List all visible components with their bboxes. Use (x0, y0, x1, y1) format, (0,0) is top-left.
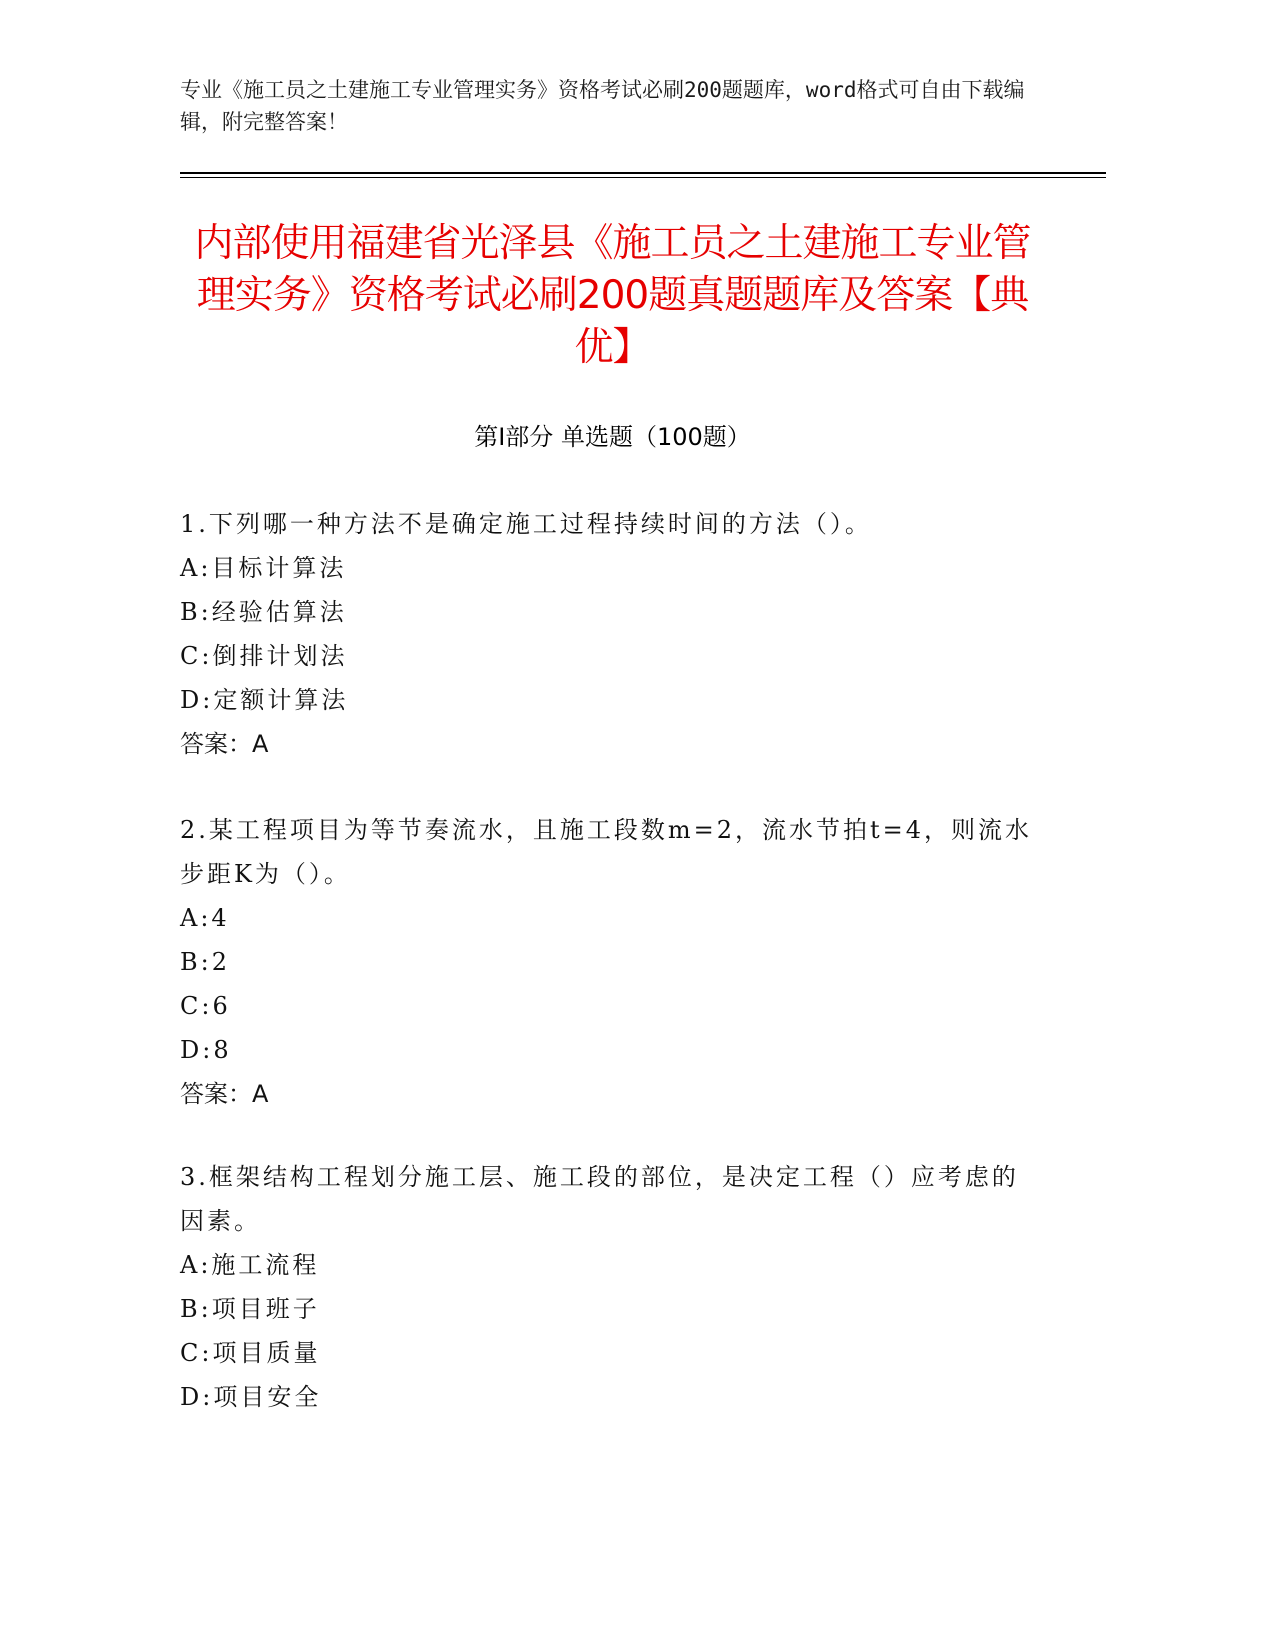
option-b: B:经验估算法 (180, 598, 347, 626)
section-heading: 第Ⅰ部分 单选题（100题） (474, 423, 751, 451)
option-a: A:4 (180, 904, 230, 932)
question-stem: 1.下列哪一种方法不是确定施工过程持续时间的方法（）。 (180, 510, 872, 538)
question-stem: 3.框架结构工程划分施工层、施工段的部位，是决定工程（）应考虑的因素。 (180, 1163, 1019, 1235)
header-divider-thick (180, 172, 1106, 174)
option-d: D:项目安全 (180, 1383, 322, 1411)
option-d: D:定额计算法 (180, 686, 349, 714)
header-divider-thin (180, 177, 1106, 178)
question-stem: 2.某工程项目为等节奏流水，且施工段数m=2，流水节拍t=4，则流水步距K为（）。 (180, 816, 1033, 888)
option-c: C:6 (180, 992, 231, 1020)
question-1 (180, 502, 1040, 766)
question-2 (180, 808, 1040, 1116)
option-a: A:施工流程 (180, 1251, 320, 1279)
option-a: A:目标计算法 (180, 554, 347, 582)
option-d: D:8 (180, 1036, 232, 1064)
option-c: C:项目质量 (180, 1339, 321, 1367)
answer: 答案：A (180, 730, 269, 758)
option-b: B:项目班子 (180, 1295, 320, 1323)
header-note: 专业《施工员之土建施工专业管理实务》资格考试必刷200题题库，word格式可自由下载编辑，附完整答案！ (180, 78, 1025, 134)
option-b: B:2 (180, 948, 230, 976)
question-3 (180, 1155, 1040, 1419)
answer: 答案：A (180, 1080, 269, 1108)
option-c: C:倒排计划法 (180, 642, 348, 670)
document-title: 内部使用福建省光泽县《施工员之土建施工专业管理实务》资格考试必刷200题真题题库及答案【典优】 (194, 221, 1031, 370)
